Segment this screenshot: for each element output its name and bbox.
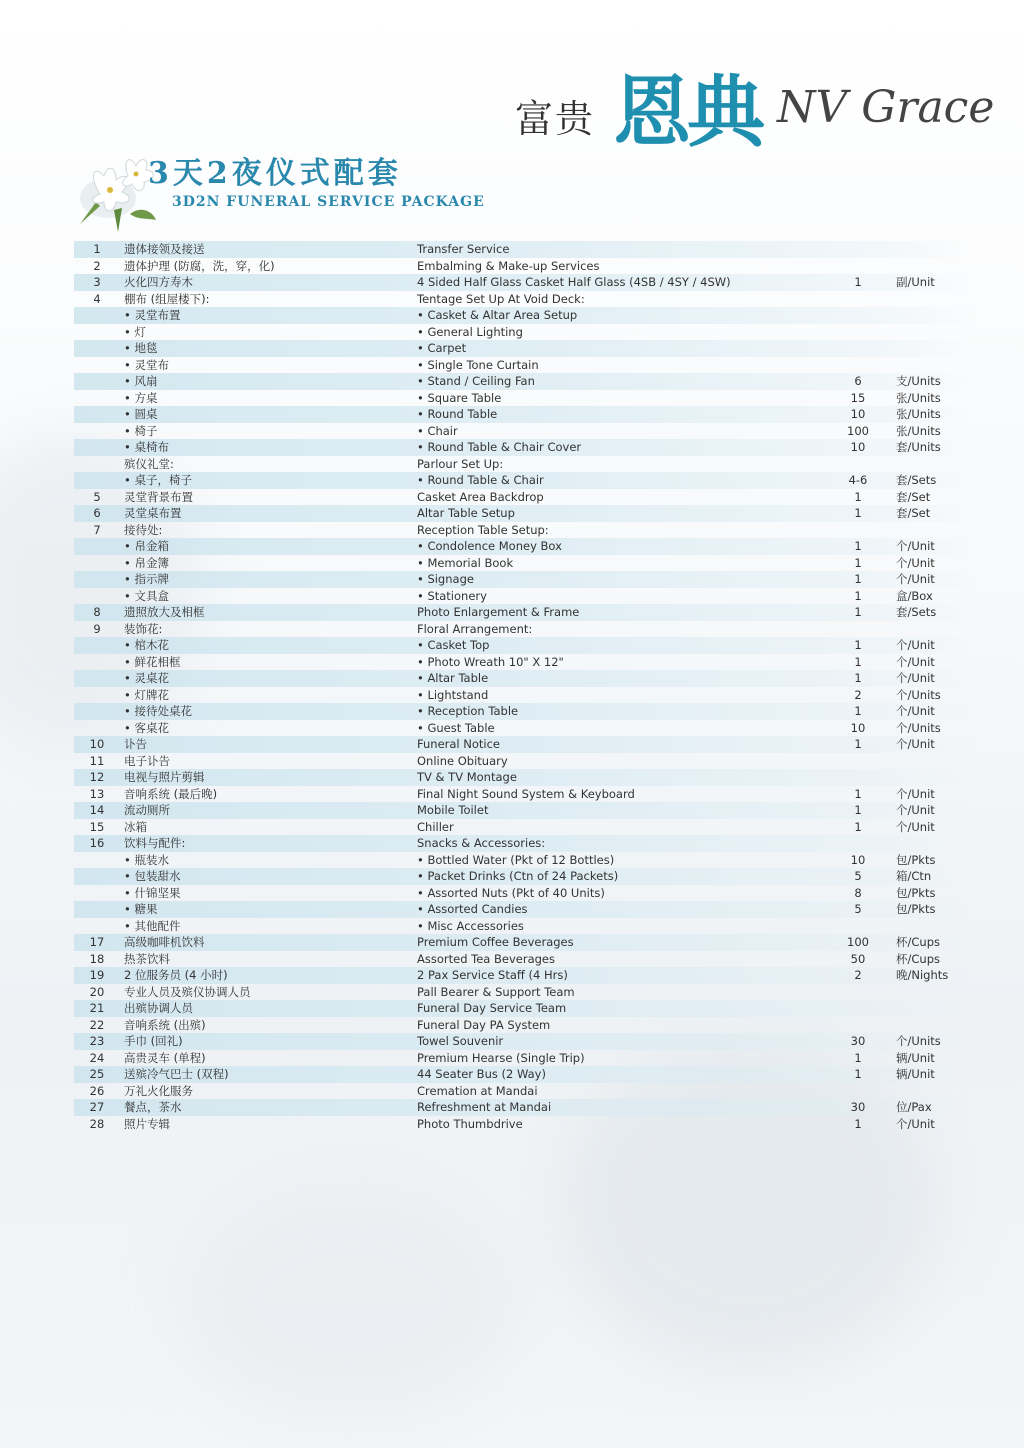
item-name-cn: 殡仪礼堂:	[124, 456, 174, 471]
item-number: 3	[93, 275, 101, 289]
item-name-en: Towel Souvenir	[417, 1034, 504, 1048]
item-name-cn: • 包装甜水	[124, 869, 181, 883]
brand-name-cn-small: 富贵	[515, 97, 596, 141]
item-name-en: Premium Hearse (Single Trip)	[417, 1050, 585, 1065]
item-number: 7	[93, 522, 101, 537]
item-name-cn: • 帛金簿	[124, 555, 169, 570]
item-name-cn: • 什锦坚果	[124, 885, 181, 900]
item-quantity: 1	[854, 638, 862, 652]
table-row	[74, 340, 974, 357]
item-name-cn: • 其他配件	[124, 918, 181, 933]
item-number: 17	[89, 935, 105, 949]
item-name-cn: 照片专辑	[124, 1116, 170, 1131]
item-unit: 杯/Cups	[896, 951, 940, 966]
item-unit: 个/Unit	[896, 737, 935, 751]
item-name-cn: • 客桌花	[124, 720, 169, 735]
table-row	[74, 258, 974, 275]
item-name-en: 2 Pax Service Staff (4 Hrs)	[417, 968, 568, 982]
table-row	[74, 786, 974, 803]
item-quantity: 2	[854, 687, 862, 702]
item-unit: 张/Units	[896, 407, 941, 421]
item-name-cn: 手巾 (回礼)	[124, 1034, 183, 1048]
item-quantity: 100	[847, 423, 869, 438]
item-name-en: Floral Arrangement:	[417, 621, 533, 636]
item-name-en: Chiller	[417, 819, 454, 834]
item-quantity: 1	[854, 1116, 862, 1131]
table-row	[74, 1017, 974, 1034]
item-number: 28	[89, 1116, 105, 1131]
item-quantity: 1	[854, 654, 862, 669]
item-unit: 个/Unit	[896, 572, 935, 586]
item-name-en: Photo Enlargement & Frame	[417, 605, 580, 619]
item-unit: 个/Unit	[896, 555, 935, 570]
table-row	[74, 769, 974, 786]
item-number: 16	[89, 836, 105, 850]
item-number: 8	[93, 605, 101, 619]
item-quantity: 5	[854, 902, 862, 916]
item-name-cn: 遗体护理 (防腐，洗，穿，化)	[124, 258, 275, 273]
item-quantity: 1	[854, 555, 862, 570]
package-title-cn: 3天2夜仪式配套	[148, 156, 402, 191]
background-flower-blur	[180, 1180, 520, 1420]
table-row	[74, 654, 974, 671]
table-row	[74, 274, 974, 291]
item-name-en: Reception Table Setup:	[417, 522, 549, 537]
item-quantity: 50	[850, 951, 866, 966]
table-row	[74, 373, 974, 390]
item-unit: 个/Units	[896, 687, 941, 702]
item-unit: 包/Pkts	[896, 852, 936, 867]
item-unit: 箱/Ctn	[896, 869, 932, 883]
item-unit: 个/Unit	[896, 803, 935, 817]
item-name-en: • Chair	[417, 423, 458, 438]
item-quantity: 10	[850, 440, 866, 454]
item-quantity: 2	[854, 968, 862, 982]
item-name-cn: 送殡冷气巴士 (双程)	[124, 1067, 229, 1081]
item-name-cn: 讣告	[124, 737, 147, 751]
item-number: 2	[93, 258, 101, 273]
item-number: 6	[93, 506, 101, 520]
item-unit: 套/Set	[896, 489, 931, 504]
item-name-cn: • 灵堂布置	[124, 308, 181, 322]
table-row	[74, 637, 974, 654]
item-name-cn: 2 位服务员 (4 小时)	[124, 968, 228, 982]
table-row	[74, 1033, 974, 1050]
item-quantity: 30	[850, 1100, 866, 1114]
item-unit: 个/Units	[896, 720, 941, 735]
item-name-en: Online Obituary	[417, 753, 508, 768]
table-row	[74, 984, 974, 1001]
item-name-cn: 专业人员及殡仪协调人员	[124, 984, 251, 999]
item-name-en: • Misc Accessories	[417, 918, 524, 933]
item-name-en: Parlour Set Up:	[417, 456, 504, 471]
item-quantity: 1	[854, 1067, 862, 1081]
item-name-cn: • 桌子，椅子	[124, 473, 192, 487]
item-name-en: 44 Seater Bus (2 Way)	[417, 1067, 546, 1081]
table-row	[74, 307, 974, 324]
table-row	[74, 901, 974, 918]
item-name-en: Funeral Day Service Team	[417, 1001, 567, 1015]
table-row	[74, 621, 974, 638]
brand-name-cn-big: 恩典	[613, 67, 762, 158]
item-quantity: 1	[854, 572, 862, 586]
item-name-cn: 音响系统 (出殡)	[124, 1017, 206, 1032]
item-unit: 晚/Nights	[896, 968, 949, 982]
table-row	[74, 522, 974, 539]
item-unit: 支/Units	[896, 374, 941, 388]
table-row	[74, 456, 974, 473]
brand-name-en: NV Grace	[777, 82, 995, 133]
item-name-en: Funeral Day PA System	[417, 1017, 551, 1032]
item-quantity: 1	[854, 819, 862, 834]
item-name-en: • Casket Top	[417, 638, 490, 652]
item-unit: 个/Unit	[896, 654, 935, 669]
item-name-en: • General Lighting	[417, 324, 523, 339]
item-number: 19	[89, 968, 105, 982]
table-row	[74, 1000, 974, 1017]
item-unit: 个/Unit	[896, 786, 935, 801]
item-name-en: • Stationery	[417, 588, 487, 603]
item-name-en: • Round Table	[417, 407, 498, 421]
item-quantity: 1	[854, 539, 862, 553]
item-name-cn: 火化四方寿木	[124, 275, 193, 289]
table-row	[74, 555, 974, 572]
table-row	[74, 538, 974, 555]
item-name-cn: 高级咖啡机饮料	[124, 935, 205, 949]
brand-logo	[515, 48, 995, 188]
table-row	[74, 324, 974, 341]
item-quantity: 1	[854, 605, 862, 619]
package-item-table	[74, 241, 974, 1132]
item-name-cn: 出殡协调人员	[124, 1001, 193, 1015]
item-name-cn: • 灯	[124, 324, 146, 339]
item-quantity: 10	[850, 720, 866, 735]
table-row	[74, 670, 974, 687]
item-number: 22	[89, 1017, 105, 1032]
item-name-cn: • 地毯	[124, 341, 158, 355]
item-name-cn: 遗体接领及接送	[124, 242, 205, 256]
item-name-cn: • 鲜花相框	[124, 654, 181, 669]
item-quantity: 1	[854, 489, 862, 504]
item-unit: 包/Pkts	[896, 885, 936, 900]
item-number: 18	[89, 951, 105, 966]
item-name-en: Casket Area Backdrop	[417, 489, 544, 504]
item-unit: 辆/Unit	[896, 1067, 935, 1081]
item-name-en: • Altar Table	[417, 671, 489, 685]
item-name-cn: • 椅子	[124, 423, 158, 438]
table-row	[74, 918, 974, 935]
table-row	[74, 885, 974, 902]
item-name-cn: 电子讣告	[124, 753, 170, 768]
table-row	[74, 423, 974, 440]
item-unit: 个/Unit	[896, 819, 935, 834]
item-number: 12	[89, 770, 105, 784]
item-name-cn: • 风扇	[124, 374, 158, 388]
item-unit: 个/Unit	[896, 1116, 935, 1131]
item-number: 14	[89, 803, 105, 817]
item-unit: 套/Units	[896, 440, 941, 454]
item-name-en: • Square Table	[417, 390, 502, 405]
table-row	[74, 1099, 974, 1116]
item-quantity: 1	[854, 588, 862, 603]
item-name-cn: 万礼火化服务	[124, 1083, 193, 1098]
item-name-en: • Single Tone Curtain	[417, 357, 539, 372]
item-number: 27	[89, 1100, 105, 1114]
item-number: 21	[89, 1001, 105, 1015]
item-unit: 套/Sets	[896, 473, 937, 487]
table-row	[74, 571, 974, 588]
item-name-en: • Memorial Book	[417, 555, 514, 570]
item-name-cn: 灵堂桌布置	[124, 506, 182, 520]
table-row	[74, 505, 974, 522]
item-name-cn: • 灵堂布	[124, 357, 169, 372]
item-number: 20	[89, 984, 105, 999]
item-quantity: 30	[850, 1034, 866, 1048]
table-row	[74, 868, 974, 885]
item-name-en: 4 Sided Half Glass Casket Half Glass (4SB / 4SY / 4SW)	[417, 275, 731, 289]
table-row	[74, 588, 974, 605]
item-unit: 辆/Unit	[896, 1050, 935, 1065]
item-name-en: • Bottled Water (Pkt of 12 Bottles)	[417, 852, 615, 867]
item-quantity: 1	[854, 275, 862, 289]
item-name-en: • Condolence Money Box	[417, 539, 562, 553]
table-row	[74, 291, 974, 308]
item-name-cn: • 帛金箱	[124, 539, 169, 553]
item-quantity: 15	[850, 390, 866, 405]
item-name-cn: • 圆桌	[124, 407, 158, 421]
item-unit: 副/Unit	[896, 275, 935, 289]
item-name-cn: • 灯牌花	[124, 687, 169, 702]
item-quantity: 1	[854, 704, 862, 718]
table-row	[74, 472, 974, 489]
item-name-cn: • 灵桌花	[124, 671, 169, 685]
item-unit: 位/Pax	[896, 1100, 932, 1114]
item-unit: 包/Pkts	[896, 902, 936, 916]
item-number: 5	[93, 489, 101, 504]
item-name-cn: 冰箱	[124, 819, 147, 834]
item-name-en: • Casket & Altar Area Setup	[417, 308, 578, 322]
item-name-en: • Reception Table	[417, 704, 519, 718]
table-row	[74, 951, 974, 968]
item-name-en: Cremation at Mandai	[417, 1083, 538, 1098]
table-row	[74, 835, 974, 852]
item-name-cn: • 接待处桌花	[124, 704, 192, 718]
item-number: 26	[89, 1083, 105, 1098]
table-row	[74, 934, 974, 951]
item-name-en: Altar Table Setup	[417, 506, 515, 520]
table-row	[74, 736, 974, 753]
item-number: 11	[89, 753, 105, 768]
item-number: 9	[93, 621, 101, 636]
item-unit: 盒/Box	[896, 588, 933, 603]
item-quantity: 1	[854, 803, 862, 817]
item-unit: 个/Units	[896, 1034, 941, 1048]
table-row	[74, 1066, 974, 1083]
item-name-en: • Lightstand	[417, 687, 489, 702]
item-name-en: Photo Thumbdrive	[417, 1116, 523, 1131]
item-name-en: • Round Table & Chair	[417, 473, 544, 487]
item-name-cn: 餐点，茶水	[124, 1100, 182, 1114]
item-name-cn: 饮料与配件:	[124, 836, 186, 850]
item-quantity: 1	[854, 506, 862, 520]
item-quantity: 4-6	[848, 473, 868, 487]
item-number: 13	[89, 786, 105, 801]
item-name-en: Embalming & Make-up Services	[417, 258, 600, 273]
item-number: 25	[89, 1067, 105, 1081]
item-number: 1	[93, 242, 101, 256]
table-row	[74, 1083, 974, 1100]
table-row	[74, 406, 974, 423]
table-row	[74, 753, 974, 770]
item-name-en: Pall Bearer & Support Team	[417, 984, 575, 999]
item-name-en: • Carpet	[417, 341, 467, 355]
item-name-en: • Stand / Ceiling Fan	[417, 374, 535, 388]
table-row	[74, 604, 974, 621]
item-name-en: • Photo Wreath 10" X 12"	[417, 654, 564, 669]
item-name-cn: 高贵灵车 (单程)	[124, 1050, 206, 1065]
item-name-en: Snacks & Accessories:	[417, 836, 546, 850]
item-name-cn: 装饰花:	[124, 621, 163, 636]
item-name-en: Premium Coffee Beverages	[417, 935, 574, 949]
item-number: 4	[93, 291, 101, 306]
item-name-en: Funeral Notice	[417, 737, 501, 751]
item-name-cn: 棚布 (组屋楼下):	[124, 291, 210, 306]
item-name-cn: • 指示牌	[124, 572, 169, 586]
item-name-cn: • 桌椅布	[124, 440, 169, 454]
item-name-en: Final Night Sound System & Keyboard	[417, 786, 635, 801]
item-name-cn: 接待处:	[124, 522, 163, 537]
item-quantity: 1	[854, 737, 862, 751]
table-row	[74, 819, 974, 836]
item-name-cn: 遗照放大及相框	[124, 605, 205, 619]
item-unit: 个/Unit	[896, 704, 935, 718]
item-name-en: Transfer Service	[417, 242, 510, 256]
item-quantity: 1	[854, 671, 862, 685]
item-name-en: Assorted Tea Beverages	[417, 951, 555, 966]
table-row	[74, 852, 974, 869]
table-row	[74, 720, 974, 737]
table-row	[74, 489, 974, 506]
item-unit: 套/Set	[896, 506, 931, 520]
item-number: 24	[89, 1050, 105, 1065]
item-name-cn: 流动厕所	[124, 803, 170, 817]
table-row	[74, 439, 974, 456]
item-name-cn: 音响系统 (最后晚)	[124, 786, 218, 801]
item-name-en: • Round Table & Chair Cover	[417, 440, 582, 454]
table-row	[74, 390, 974, 407]
item-name-cn: • 文具盒	[124, 588, 169, 603]
item-name-cn: 热茶饮料	[124, 951, 170, 966]
item-name-en: Refreshment at Mandai	[417, 1100, 552, 1114]
item-quantity: 10	[850, 407, 866, 421]
table-row	[74, 967, 974, 984]
item-quantity: 100	[847, 935, 869, 949]
table-row	[74, 1116, 974, 1133]
item-name-cn: • 糖果	[124, 902, 158, 916]
item-number: 23	[89, 1034, 105, 1048]
item-name-en: • Assorted Candies	[417, 902, 528, 916]
item-unit: 个/Unit	[896, 671, 935, 685]
table-row	[74, 357, 974, 374]
item-name-cn: 电视与照片剪辑	[124, 770, 205, 784]
item-quantity: 8	[854, 885, 862, 900]
item-name-en: • Packet Drinks (Ctn of 24 Packets)	[417, 869, 619, 883]
table-row	[74, 703, 974, 720]
item-quantity: 1	[854, 786, 862, 801]
table-row	[74, 687, 974, 704]
item-unit: 个/Unit	[896, 638, 935, 652]
item-name-en: • Signage	[417, 572, 474, 586]
item-name-cn: • 瓶装水	[124, 852, 169, 867]
item-name-cn: • 方桌	[124, 390, 158, 405]
table-row	[74, 802, 974, 819]
item-name-en: Mobile Toilet	[417, 803, 489, 817]
item-number: 15	[89, 819, 105, 834]
package-title-en: 3D2N FUNERAL SERVICE PACKAGE	[172, 194, 485, 210]
table-row	[74, 1050, 974, 1067]
item-unit: 杯/Cups	[896, 935, 940, 949]
item-unit: 个/Unit	[896, 539, 935, 553]
item-name-en: Tentage Set Up At Void Deck:	[417, 291, 585, 306]
item-name-en: TV & TV Montage	[417, 770, 517, 784]
item-name-cn: 灵堂背景布置	[124, 489, 193, 504]
item-number: 10	[89, 737, 105, 751]
table-row	[74, 241, 974, 258]
item-unit: 套/Sets	[896, 605, 937, 619]
item-name-en: • Assorted Nuts (Pkt of 40 Units)	[417, 885, 605, 900]
item-quantity: 1	[854, 1050, 862, 1065]
item-unit: 张/Units	[896, 423, 941, 438]
item-name-en: • Guest Table	[417, 720, 495, 735]
item-quantity: 10	[850, 852, 866, 867]
item-name-cn: • 棺木花	[124, 638, 169, 652]
item-unit: 张/Units	[896, 390, 941, 405]
item-quantity: 5	[854, 869, 862, 883]
item-quantity: 6	[854, 374, 862, 388]
